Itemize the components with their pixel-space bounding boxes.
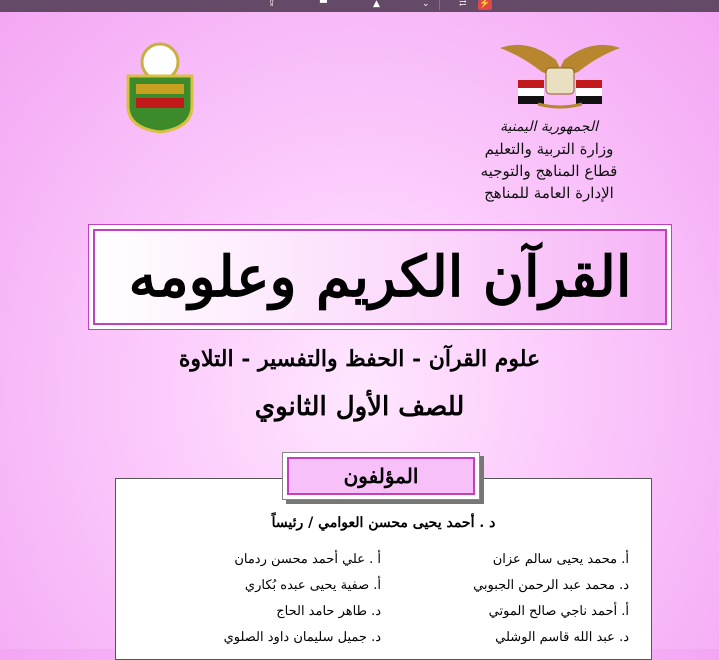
author-name: أ . علي أحمد محسن ردمان [234,552,381,567]
author-name: د. طاهر حامد الحاج [276,604,381,619]
pdf-icon[interactable]: ⚡ [479,0,491,9]
republic-name: الجمهورية اليمنية [499,119,598,135]
authors-right-column [473,547,629,651]
sector-name: قطاع المناهج والتوجيه [480,162,618,180]
department-name: الإدارة العامة للمناهج [484,184,614,202]
upload-icon[interactable]: ⇪ [268,0,276,9]
authors-panel [115,478,652,660]
book-title: القرآن الكريم وعلومه [128,244,632,310]
pdf-toolbar [0,0,719,12]
ministry-name: وزارة التربية والتعليم [484,140,614,158]
author-name: د. جميل سليمان داود الصلوي [223,630,381,645]
author-name: د. عبد الله قاسم الوشلي [495,630,629,645]
yemen-eagle-emblem-icon [498,38,622,110]
author-name: د. محمد عبد الرحمن الجبوبي [473,578,629,593]
toolbar-divider [439,0,440,10]
translate-icon[interactable]: ⇄ [459,0,467,9]
drive-icon[interactable]: ▲ [373,0,380,9]
authors-heading: المؤلفون [343,464,419,488]
book-subtitle: علوم القرآن - الحفظ والتفسير - التلاوة [178,346,541,372]
author-name: أ. أحمد ناجي صالح الموتي [488,604,629,619]
author-name: أ. صفية يحيى عبده بُكاري [244,578,381,593]
authors-chair: د . أحمد يحيى محسن العوامي / رئيساً [271,515,496,531]
title-frame [88,224,672,330]
authors-left-column [224,547,381,651]
book-grade: للصف الأول الثانوي [254,392,465,422]
author-name: أ. محمد يحيى سالم عزان [492,552,629,567]
ministry-logo-icon [122,40,198,134]
ministry-header [459,116,639,204]
chevron-down-icon[interactable]: ⌄ [422,0,430,9]
print-icon[interactable]: ▀ [320,0,327,9]
authors-heading-box [282,452,480,500]
